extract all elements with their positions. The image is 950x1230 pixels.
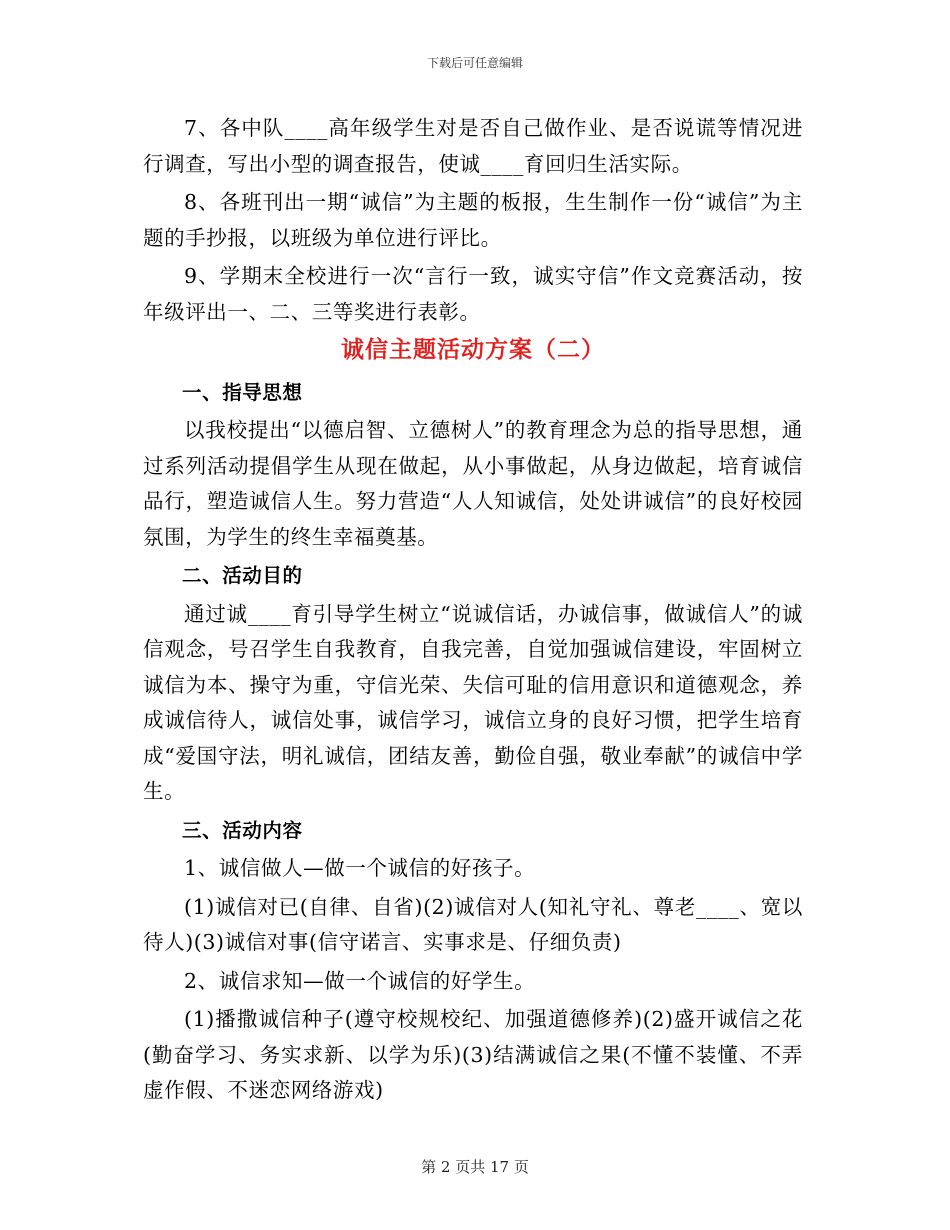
paragraph-guiding-thought: 以我校提出“以德启智、立德树人”的教育理念为总的指导思想，通过系列活动提倡学生从现在做起，从小事做起，从身边做起，培育诚信品行，塑造诚信人生。努力营造“人人知诚信，处处讲诚信”的良好校园氛围，为学生的终生幸福奠基。 [143, 418, 803, 549]
heading-activity-content: 三、活动内容 [182, 818, 303, 842]
paragraph-item-8: 8、各班刊出一期“诚信”为主题的板报，生生制作一份“诚信”为主题的手抄报，以班级为单位进行评比。 [143, 190, 803, 250]
paragraph-item-9: 9、学期末全校进行一次“言行一致，诚实守信”作文竞赛活动，按年级评出一、二、三等奖进行表彰。 [143, 264, 803, 324]
document-body [143, 111, 803, 1112]
section-title: 诚信主题活动方案（二） [341, 337, 605, 363]
page-footer: 第 2 页共 17 页 [421, 1158, 529, 1176]
heading-guiding-thought: 一、指导思想 [182, 380, 303, 404]
content-item-2: 2、诚信求知—做一个诚信的好学生。 [184, 968, 536, 993]
paragraph-item-7: 7、各中队____高年级学生对是否自己做作业、是否说谎等情况进行调查，写出小型的调查报告，使诚____育回归生活实际。 [143, 116, 803, 176]
paragraph-activity-purpose: 通过诚____育引导学生树立“说诚信话，办诚信事，做诚信人”的诚信观念，号召学生自我教育，自我完善，自觉加强诚信建设，牢固树立诚信为本、操守为重，守信光荣、失信可耻的信用意识和道德观念，养成诚信待人，诚信处事，诚信学习，诚信立身的良好习惯，把学生培育成“爱国守法，明礼诚信，团结友善，勤俭自强，敬业奉献”的诚信中学生。 [143, 601, 803, 803]
content-item-1-detail: (1)诚信对已(自律、自省)(2)诚信对人(知礼守礼、尊老____、宽以待人)(3)诚信对事(信守诺言、实事求是、仔细负责) [143, 894, 803, 954]
page-header: 下载后可任意编辑 [426, 56, 523, 70]
heading-activity-purpose: 二、活动目的 [182, 564, 303, 587]
content-item-1: 1、诚信做人—做一个诚信的好孩子。 [184, 856, 536, 880]
content-item-2-detail: (1)播撒诚信种子(遵守校规校纪、加强道德修养)(2)盛开诚信之花(勤奋学习、务实求新、以学为乐)(3)结满诚信之果(不懂不装懂、不弄虚作假、不迷恋网络游戏) [143, 1007, 803, 1102]
